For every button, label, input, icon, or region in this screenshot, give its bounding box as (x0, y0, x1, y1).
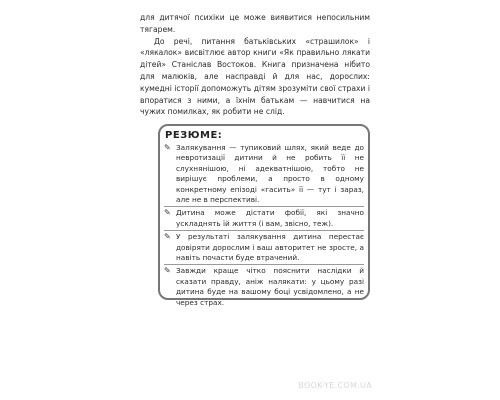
paragraph-1: для дитячої психіки це може виявитися непосильним тягарем. (140, 13, 370, 34)
watermark: BOOK-YE.COM.UA (298, 381, 372, 390)
pencil-icon: ✎ (164, 208, 171, 218)
list-item-text: У результаті залякування дитина перестає довіряти дорослим і ваш авторитет не зросте, а навіть почасти буде втрачений. (176, 232, 364, 263)
list-item (164, 232, 364, 263)
book-page (140, 12, 370, 118)
list-item-text: Завжди краще чітко пояснити наслідки й сказати правду, аніж налякати: у цьому разі дитина буде на вашому боці усвідомлено, а не через страх. (176, 266, 364, 307)
divider (164, 206, 364, 207)
divider (164, 230, 364, 231)
list-item (164, 143, 364, 205)
divider (164, 264, 364, 265)
list-item-text: Залякування — тупиковий шлях, який веде до невротизації дитини й не робить її не слухнянішою, ні адекватнішою, тобто не вирішує проблеми, а просто в одному конкретному епізоді «гасить» її — тут і зараз, але не в перспективі. (176, 143, 364, 205)
pencil-icon: ✎ (164, 143, 171, 152)
list-item (164, 208, 364, 229)
paragraph-2: До речі, питання батьківських «страшилок» і «лякалок» висвітлює автор книги «Як правильно лякати дітей» Станіслав Востоков. Книга призначена нібито для малюків, але насправді й для нас, дорослих: кумедні історії допоможуть дітям зрозуміти свої страхи і впоратися з ними, а їхнім батькам — навчитися на чужих помилках, як робити не слід. (140, 36, 370, 117)
list-item-text: Дитина може дістати фобії, які значно ускладнять їй життя (і вам, звісно, теж). (176, 208, 364, 228)
resume-list (164, 143, 364, 309)
resume-title: РЕЗЮМЕ: (165, 130, 223, 141)
resume-box (158, 124, 370, 307)
pencil-icon: ✎ (164, 266, 171, 276)
pencil-icon: ✎ (164, 232, 171, 242)
list-item (164, 266, 364, 308)
